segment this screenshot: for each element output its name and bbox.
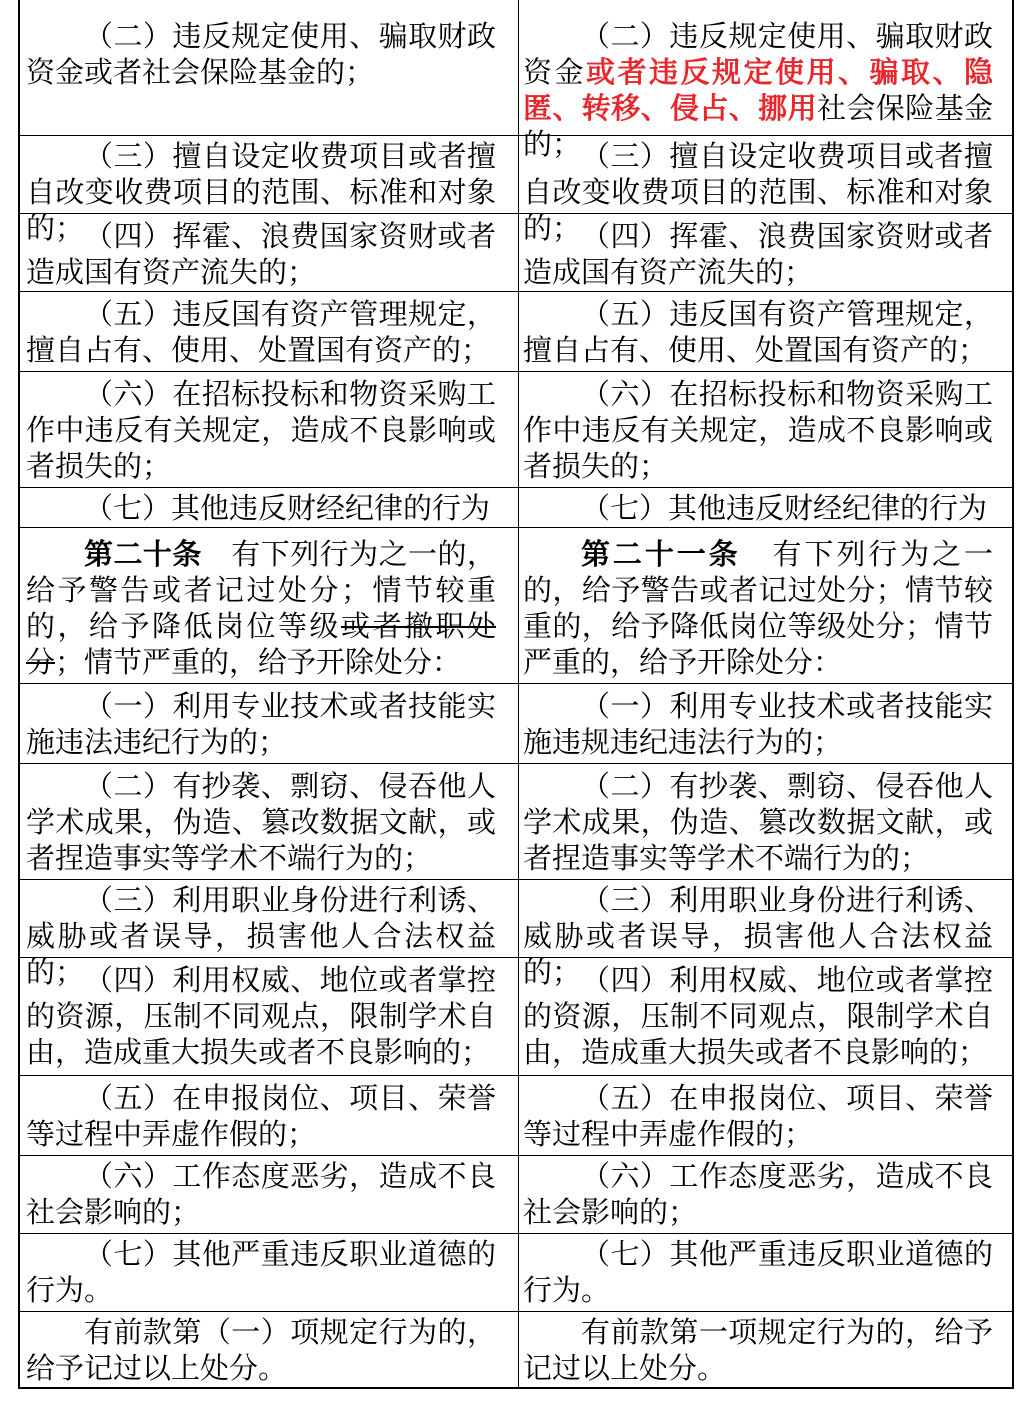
cell-text: （五）违反国有资产管理规定，擅自占有、使用、处置国有资产的；	[26, 297, 496, 367]
right-cell	[523, 1156, 993, 1233]
cell-text: （三）利用职业身份进行利诱、威胁或者误导，损害他人合法权益的；	[26, 883, 496, 989]
cell-text: （五）在申报岗位、项目、荣誉等过程中弄虚作假的；	[523, 1081, 993, 1151]
table-row	[20, 214, 1012, 292]
table-row	[20, 528, 1012, 684]
table-row	[20, 488, 1012, 528]
table-row	[20, 880, 1012, 989]
left-cell	[26, 684, 496, 763]
cell-text: （一）利用专业技术或者技能实施违规违纪违法行为的；	[523, 689, 993, 759]
left-cell	[26, 958, 496, 1075]
table-row	[20, 1312, 1012, 1388]
right-cell	[523, 0, 993, 161]
cell-text: （七）其他严重违反职业道德的行为。	[523, 1237, 993, 1307]
cell-text: （二）违反规定使用、骗取财政资金	[523, 19, 993, 89]
right-cell	[523, 1076, 993, 1155]
right-cell	[523, 1312, 993, 1388]
right-cell	[523, 528, 993, 683]
left-cell	[26, 372, 496, 487]
cell-text: 有下列行为之一的，给予警告或者记过处分；情节较重的，给予降低岗位等级处分；情节严重的，给予开除处分：	[523, 537, 993, 679]
cell-text: （五）违反国有资产管理规定，擅自占有、使用、处置国有资产的；	[523, 297, 993, 367]
left-cell	[26, 292, 496, 371]
cell-text: 有前款第（一）项规定行为的，给予记过以上处分。	[26, 1315, 496, 1385]
table-row	[20, 292, 1012, 372]
cell-text: （三）利用职业身份进行利诱、威胁或者误导，损害他人合法权益的；	[523, 883, 993, 989]
cell-text: （七）其他违反财经纪律的行为	[84, 491, 491, 525]
right-cell	[523, 214, 993, 291]
cell-text: ；情节严重的，给予开除处分：	[55, 645, 462, 679]
cell-text: （二）有抄袭、剽窃、侵吞他人学术成果，伪造、篡改数据文献，或者捏造事实等学术不端行为的；	[523, 769, 993, 875]
left-cell	[26, 528, 496, 683]
cell-text: （四）挥霍、浪费国家资财或者造成国有资产流失的；	[523, 219, 993, 289]
comparison-table	[18, 0, 1014, 1389]
cell-text: （三）擅自设定收费项目或者擅自改变收费项目的范围、标准和对象的；	[26, 139, 496, 245]
article-heading: 第二十一条	[581, 537, 741, 571]
deleted-text: 或者撤职处分	[26, 609, 496, 679]
cell-text: （七）其他违反财经纪律的行为	[581, 491, 988, 525]
added-text: 或者违反规定使用、骗取、隐匿、转移、侵占、挪用	[523, 55, 993, 125]
cell-text: 有下列行为之一的，给予警告或者记过处分；情节较重的，给予降低岗位等级	[26, 537, 496, 643]
table-row	[20, 764, 1012, 880]
cell-text: （六）工作态度恶劣，造成不良社会影响的；	[26, 1159, 496, 1229]
left-cell	[26, 136, 496, 245]
cell-text: 社会保险基金的；	[523, 91, 993, 161]
right-cell	[523, 1234, 993, 1311]
right-cell	[523, 764, 993, 879]
cell-text: （二）违反规定使用、骗取财政资金或者社会保险基金的；	[26, 19, 496, 89]
table-row	[20, 684, 1012, 764]
left-cell	[26, 1076, 496, 1155]
left-cell	[26, 1312, 496, 1388]
cell-text: 有前款第一项规定行为的，给予记过以上处分。	[523, 1315, 993, 1385]
right-cell	[523, 292, 993, 371]
table-row	[20, 0, 1012, 161]
cell-text: （二）有抄袭、剽窃、侵吞他人学术成果，伪造、篡改数据文献，或者捏造事实等学术不端行为的；	[26, 769, 496, 875]
right-cell	[523, 136, 993, 245]
left-cell	[26, 880, 496, 989]
right-cell	[523, 488, 993, 527]
right-cell	[523, 372, 993, 487]
left-cell	[26, 214, 496, 291]
left-cell	[26, 1156, 496, 1233]
article-heading: 第二十条	[84, 537, 202, 571]
right-cell	[523, 880, 993, 989]
cell-text: （一）利用专业技术或者技能实施违法违纪行为的；	[26, 689, 496, 759]
right-cell	[523, 684, 993, 763]
cell-text: （五）在申报岗位、项目、荣誉等过程中弄虚作假的；	[26, 1081, 496, 1151]
table-row	[20, 958, 1012, 1076]
table-row	[20, 1076, 1012, 1156]
cell-text: （四）利用权威、地位或者掌控的资源，压制不同观点，限制学术自由，造成重大损失或者不良影响的；	[26, 963, 496, 1069]
cell-text: （六）在招标投标和物资采购工作中违反有关规定，造成不良影响或者损失的；	[26, 377, 496, 483]
cell-text: （六）在招标投标和物资采购工作中违反有关规定，造成不良影响或者损失的；	[523, 377, 993, 483]
cell-text: （三）擅自设定收费项目或者擅自改变收费项目的范围、标准和对象的；	[523, 139, 993, 245]
cell-text: （七）其他严重违反职业道德的行为。	[26, 1237, 496, 1307]
left-cell	[26, 488, 496, 527]
left-cell	[26, 764, 496, 879]
right-cell	[523, 958, 993, 1075]
left-cell	[26, 1234, 496, 1311]
table-row	[20, 136, 1012, 245]
table-row	[20, 1234, 1012, 1312]
table-row	[20, 372, 1012, 488]
table-row	[20, 1156, 1012, 1234]
cell-text: （六）工作态度恶劣，造成不良社会影响的；	[523, 1159, 993, 1229]
cell-text: （四）挥霍、浪费国家资财或者造成国有资产流失的；	[26, 219, 496, 289]
left-cell	[26, 0, 496, 135]
cell-text: （四）利用权威、地位或者掌控的资源，压制不同观点，限制学术自由，造成重大损失或者不良影响的；	[523, 963, 993, 1069]
